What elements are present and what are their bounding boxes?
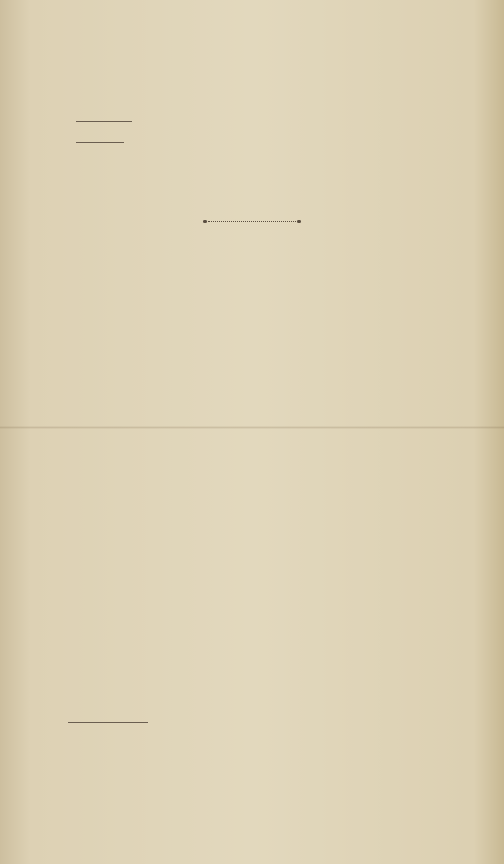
employees-row-apprentices xyxy=(76,135,124,146)
footnote-rule xyxy=(68,722,148,723)
paper-fold xyxy=(0,426,504,429)
employees-row-assistants xyxy=(76,114,132,125)
blank-line xyxy=(76,121,132,122)
blank-line xyxy=(76,142,124,143)
section-divider xyxy=(208,221,296,222)
